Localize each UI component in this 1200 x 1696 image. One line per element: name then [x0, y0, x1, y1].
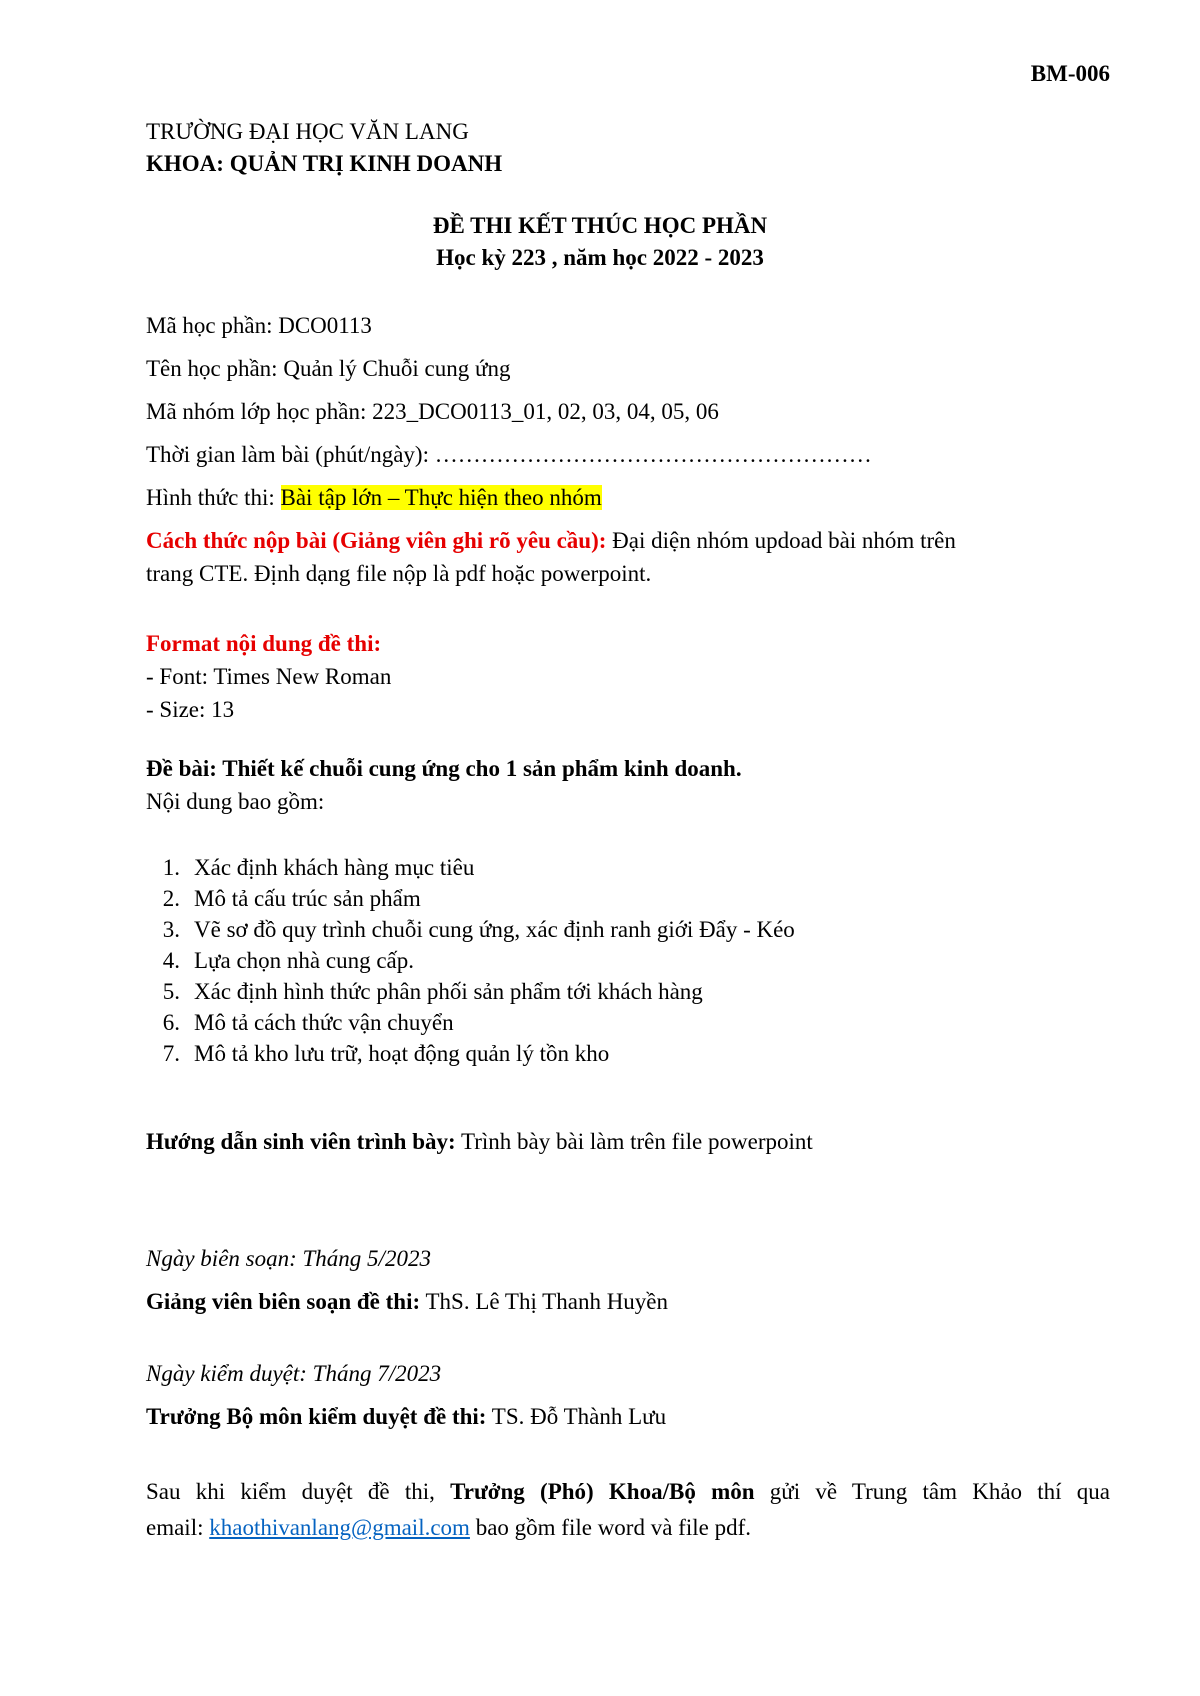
duration-label: Thời gian làm bài (phút/ngày):	[146, 442, 435, 467]
format-size-line: - Size: 13	[146, 697, 235, 722]
group-code-line	[146, 398, 719, 426]
list-item: 5. Xác định hình thức phân phối sản phẩm tới khách hàng	[162, 979, 703, 1004]
university-name: TRƯỜNG ĐẠI HỌC VĂN LANG	[146, 119, 469, 144]
assignment-title-line	[146, 755, 742, 783]
submission-line-1	[146, 527, 956, 555]
submission-text-1: Đại diện nhóm updoad bài nhóm trên	[606, 528, 956, 553]
content-intro: Nội dung bao gồm:	[146, 789, 325, 814]
footer-line-2: email: khaothivanlang@gmail.com bao gồm file word và file pdf.	[146, 1515, 751, 1540]
compile-lecturer-label: Giảng viên biên soạn đề thi:	[146, 1289, 421, 1314]
duration-value: …………………………………………………	[434, 442, 872, 467]
submission-label: Cách thức nộp bài (Giảng viên ghi rõ yêu cầu):	[146, 528, 607, 553]
list-item: 2. Mô tả cấu trúc sản phẩm	[162, 886, 421, 911]
duration-line	[146, 441, 872, 469]
format-heading: Format nội dung đề thi:	[146, 631, 382, 656]
group-code: 223_DCO0113_01, 02, 03, 04, 05, 06	[372, 399, 719, 424]
assignment-title: Thiết kế chuỗi cung ứng cho 1 sản phẩm kinh doanh.	[216, 756, 742, 781]
review-date: Ngày kiểm duyệt: Tháng 7/2023	[146, 1361, 442, 1386]
course-code: DCO0113	[278, 313, 372, 338]
review-head-name: TS. Đỗ Thành Lưu	[486, 1404, 667, 1429]
course-name-label: Tên học phần:	[146, 356, 284, 381]
footer-line-1: Sau khi kiểm duyệt đề thi, Trưởng (Phó) Khoa/Bộ môn gửi về Trung tâm Khảo thí qua	[146, 1479, 1111, 1504]
list-item: 1. Xác định khách hàng mục tiêu	[162, 855, 475, 880]
group-code-label: Mã nhóm lớp học phần:	[146, 399, 373, 424]
submission-line-2: trang CTE. Định dạng file nộp là pdf hoặc powerpoint.	[146, 561, 652, 586]
list-item: 7. Mô tả kho lưu trữ, hoạt động quản lý tồn kho	[162, 1041, 610, 1066]
assignment-list	[146, 852, 795, 1069]
course-code-line	[146, 312, 372, 340]
compile-lecturer-name: ThS. Lê Thị Thanh Huyền	[420, 1289, 669, 1314]
compile-date: Ngày biên soạn: Tháng 5/2023	[146, 1246, 431, 1271]
guide-line	[146, 1128, 813, 1156]
exam-form-value: Bài tập lớn – Thực hiện theo nhóm	[280, 485, 602, 510]
exam-form-line	[146, 484, 602, 512]
review-head-line	[146, 1403, 666, 1431]
compile-lecturer-line	[146, 1288, 668, 1316]
course-name-line	[146, 355, 510, 383]
course-name: Quản lý Chuỗi cung ứng	[283, 356, 511, 381]
guide-text: Trình bày bài làm trên file powerpoint	[455, 1129, 813, 1154]
assignment-label: Đề bài:	[146, 756, 217, 781]
format-font-line: - Font: Times New Roman	[146, 664, 392, 689]
guide-label: Hướng dẫn sinh viên trình bày:	[146, 1129, 456, 1154]
review-head-label: Trưởng Bộ môn kiểm duyệt đề thi:	[146, 1404, 487, 1429]
form-code: BM-006	[1030, 61, 1110, 86]
email-link[interactable]: khaothivanlang@gmail.com	[209, 1515, 470, 1540]
list-item: 6. Mô tả cách thức vận chuyển	[162, 1010, 454, 1035]
list-item: 4. Lựa chọn nhà cung cấp.	[162, 948, 415, 973]
exam-term: Học kỳ 223 , năm học 2022 - 2023	[436, 245, 764, 270]
course-code-label: Mã học phần:	[146, 313, 279, 338]
exam-title: ĐỀ THI KẾT THÚC HỌC PHẦN	[432, 213, 768, 238]
faculty-name: KHOA: QUẢN TRỊ KINH DOANH	[146, 151, 503, 176]
list-item: 3. Vẽ sơ đồ quy trình chuỗi cung ứng, xác định ranh giới Đẩy - Kéo	[162, 917, 795, 942]
exam-form-label: Hình thức thi:	[146, 485, 281, 510]
